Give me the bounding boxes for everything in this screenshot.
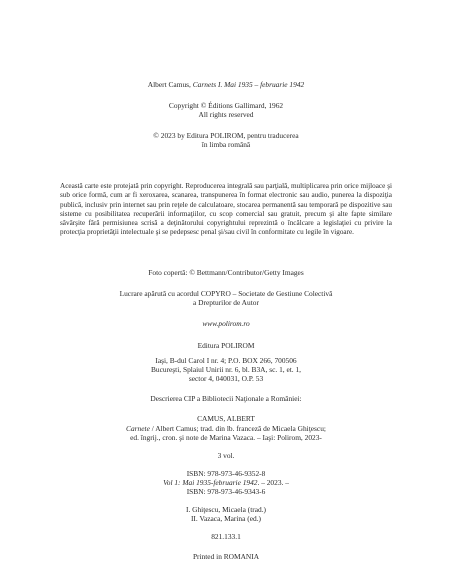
author-title-line — [60, 80, 392, 89]
cip-contrib1: I. Ghiţescu, Micaela (trad.) — [185, 505, 267, 514]
copyro-line2: a Drepturilor de Autor — [193, 298, 259, 307]
cover-photo-credit: Foto copertă: © Bettmann/Contributor/Getty Images — [148, 268, 304, 277]
cip-desc-line1 — [60, 424, 392, 433]
copyright-ro-line2: în limba română — [201, 140, 251, 149]
publisher-address3: sector 4, 040031, O.P. 53 — [188, 374, 264, 383]
cip-vol1-title: Vol 1: Mai 1935-februarie 1942 — [163, 478, 258, 487]
publisher-address2: Bucureşti, Splaiul Unirii nr. 6, bl. B3A, sc. 1, et. 1, — [150, 365, 302, 374]
cip-isbn2: ISBN: 978-973-46-9343-6 — [186, 487, 266, 496]
website-link[interactable]: www.polirom.ro — [202, 319, 250, 328]
book-title: Carnets I. Mai 1935 – februarie 1942 — [192, 80, 305, 89]
cip-author: CAMUS, ALBERT — [197, 414, 255, 423]
publisher-address1: Iaşi, B-dul Carol I nr. 4; P.O. BOX 266, 700506 — [155, 356, 297, 365]
cip-contrib2: II. Vazaca, Marina (ed.) — [190, 514, 262, 523]
copyright-original: Copyright © Éditions Gallimard, 1962 — [168, 101, 284, 110]
cip-volumes: 3 vol. — [217, 451, 235, 460]
copyro-line1: Lucrare apărută cu acordul COPYRO – Societate de Gestiune Colectivă — [119, 289, 333, 298]
copyright-ro-line1: © 2023 by Editura POLIROM, pentru traducerea — [153, 131, 299, 140]
cip-title: Carnete — [126, 424, 150, 433]
cip-vol1-rest: . – 2023. – — [257, 478, 289, 487]
cip-isbn1: ISBN: 978-973-46-9352-8 — [186, 469, 266, 478]
cip-desc1-text: / Albert Camus; trad. din lb. franceză de Micaela Ghiţescu; — [149, 424, 326, 433]
rights-reserved: All rights reserved — [198, 110, 254, 119]
publisher-name: Editura POLIROM — [197, 341, 255, 350]
cip-heading: Descrierea CIP a Bibliotecii Naţionale a României: — [150, 394, 302, 403]
copyright-notice: Această carte este protejată prin copyright. Reproducerea integrală sau parţială, multiplicarea prin orice mijloace şi sub orice formă, cum ar fi xeroxarea, scanarea, transpunerea în format electronic sau audio, punerea la dispoziţia publică, inclusiv prin internet sau prin reţele de calculatoare, stocarea permanentă sau temporară pe dispozitive sau sisteme cu posibilitatea recuperării informaţiilor, cu scop comercial sau gratuit, precum şi alte fapte similare săvârşite fără permisiunea scrisă a deţinătorului copyrightului reprezintă o încălcare a legislaţiei cu privire la protecţia proprietăţii intelectuale şi se pedepsesc penal şi/sau civil în conformitate cu legile în vigoare. — [60, 182, 392, 237]
cip-classification: 821.133.1 — [211, 532, 241, 541]
cip-vol1-line — [60, 478, 392, 487]
cip-desc-line2: ed. îngrij., cron. şi note de Marina Vazaca. – Iaşi: Polirom, 2023- — [130, 433, 322, 442]
author-name: Albert Camus, — [147, 80, 193, 89]
printed-in: Printed in ROMANIA — [192, 552, 260, 561]
